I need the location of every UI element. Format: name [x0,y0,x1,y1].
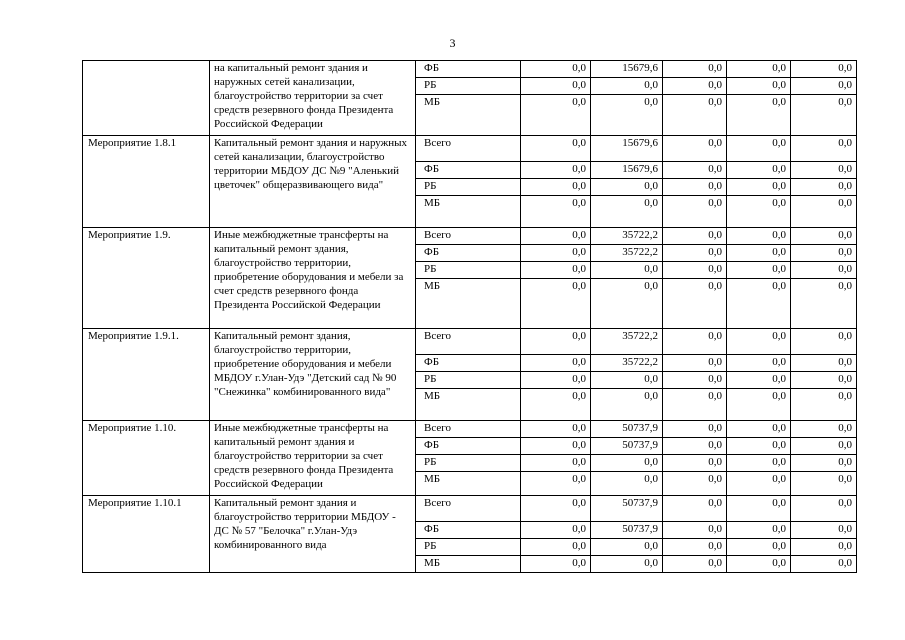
description-cell: на капитальный ремонт здания и наружных сетей канализации, благоустройство территории за счет средств резервного фонда Президента Российской Федерации [210,61,416,136]
amount-cell: 0,0 [521,556,591,573]
event-cell: Мероприятие 1.9.1. [83,329,210,421]
amount-cell: 0,0 [521,329,591,355]
description-cell: Капитальный ремонт здания и наружных сетей канализации, благоустройство территории МБДОУ ДС №9 "Аленький цветочек" общеразвивающего вида" [210,136,416,228]
description-cell: Иные межбюджетные трансферты на капитальный ремонт здания и благоустройство территории за счет средств резервного фонда Президента Российской Федерации [210,421,416,496]
amount-cell: 0,0 [727,472,791,496]
amount-cell: 0,0 [727,496,791,522]
amount-cell: 0,0 [663,522,727,539]
funding-source-cell: ФБ [416,522,521,539]
amount-cell: 0,0 [791,455,857,472]
amount-cell: 0,0 [521,472,591,496]
amount-cell: 0,0 [727,136,791,162]
amount-cell: 0,0 [791,196,857,228]
amount-cell: 35722,2 [591,329,663,355]
budget-table [82,60,857,573]
amount-cell: 0,0 [663,61,727,78]
amount-cell: 0,0 [521,136,591,162]
amount-cell: 0,0 [591,472,663,496]
description-cell: Капитальный ремонт здания, благоустройство территории, приобретение оборудования и мебели МБДОУ г.Улан-Удэ "Детский сад № 90 "Снежинка" комбинированного вида" [210,329,416,421]
table-row [83,136,857,162]
amount-cell: 0,0 [727,539,791,556]
amount-cell: 0,0 [727,95,791,136]
amount-cell: 0,0 [591,556,663,573]
event-cell: Мероприятие 1.8.1 [83,136,210,228]
amount-cell: 35722,2 [591,245,663,262]
amount-cell: 35722,2 [591,355,663,372]
amount-cell: 0,0 [791,389,857,421]
amount-cell: 0,0 [727,522,791,539]
funding-source-cell: МБ [416,472,521,496]
funding-source-cell: МБ [416,389,521,421]
funding-source-cell: ФБ [416,162,521,179]
amount-cell: 0,0 [791,136,857,162]
amount-cell: 0,0 [663,196,727,228]
amount-cell: 0,0 [521,389,591,421]
amount-cell: 0,0 [521,496,591,522]
event-cell [83,61,210,136]
description-cell: Иные межбюджетные трансферты на капитальный ремонт здания, благоустройство территории, приобретение оборудования и мебели за счет средств резервного фонда Президента Российской Федерации [210,228,416,329]
amount-cell: 0,0 [521,179,591,196]
amount-cell: 0,0 [591,539,663,556]
amount-cell: 0,0 [521,162,591,179]
page-number: 3 [449,36,456,50]
funding-source-cell: Всего [416,228,521,245]
amount-cell: 0,0 [591,455,663,472]
amount-cell: 0,0 [791,496,857,522]
amount-cell: 15679,6 [591,136,663,162]
amount-cell: 0,0 [727,279,791,329]
amount-cell: 50737,9 [591,496,663,522]
amount-cell: 0,0 [663,245,727,262]
funding-source-cell: РБ [416,179,521,196]
amount-cell: 0,0 [663,179,727,196]
amount-cell: 0,0 [521,438,591,455]
event-cell: Мероприятие 1.10. [83,421,210,496]
amount-cell: 0,0 [791,95,857,136]
amount-cell: 0,0 [791,355,857,372]
amount-cell: 0,0 [663,355,727,372]
amount-cell: 0,0 [791,245,857,262]
amount-cell: 0,0 [521,372,591,389]
funding-source-cell: ФБ [416,245,521,262]
funding-source-cell: МБ [416,95,521,136]
amount-cell: 0,0 [591,262,663,279]
amount-cell: 0,0 [663,95,727,136]
amount-cell: 0,0 [663,136,727,162]
amount-cell: 0,0 [727,78,791,95]
amount-cell: 0,0 [727,389,791,421]
table-row [83,329,857,355]
table-body [83,61,857,573]
amount-cell: 0,0 [727,355,791,372]
amount-cell: 0,0 [791,372,857,389]
amount-cell: 0,0 [591,196,663,228]
amount-cell: 0,0 [591,78,663,95]
amount-cell: 15679,6 [591,61,663,78]
amount-cell: 0,0 [663,438,727,455]
funding-source-cell: РБ [416,78,521,95]
funding-source-cell: МБ [416,556,521,573]
description-cell: Капитальный ремонт здания и благоустройство территории МБДОУ - ДС № 57 "Белочка" г.Улан-Удэ комбинированного вида [210,496,416,573]
amount-cell: 0,0 [727,179,791,196]
amount-cell: 0,0 [663,472,727,496]
amount-cell: 50737,9 [591,438,663,455]
funding-source-cell: МБ [416,196,521,228]
amount-cell: 0,0 [521,228,591,245]
funding-source-cell: РБ [416,455,521,472]
funding-source-cell: ФБ [416,438,521,455]
amount-cell: 0,0 [791,556,857,573]
amount-cell: 0,0 [521,455,591,472]
amount-cell: 0,0 [727,262,791,279]
amount-cell: 0,0 [521,196,591,228]
amount-cell: 0,0 [663,279,727,329]
funding-source-cell: РБ [416,262,521,279]
amount-cell: 15679,6 [591,162,663,179]
amount-cell: 0,0 [727,61,791,78]
amount-cell: 0,0 [521,421,591,438]
amount-cell: 0,0 [591,279,663,329]
amount-cell: 0,0 [791,472,857,496]
amount-cell: 0,0 [663,421,727,438]
amount-cell: 0,0 [521,78,591,95]
amount-cell: 0,0 [791,539,857,556]
event-cell: Мероприятие 1.10.1 [83,496,210,573]
amount-cell: 0,0 [791,262,857,279]
funding-source-cell: ФБ [416,61,521,78]
amount-cell: 0,0 [591,389,663,421]
amount-cell: 0,0 [663,372,727,389]
amount-cell: 0,0 [791,61,857,78]
amount-cell: 0,0 [521,355,591,372]
amount-cell: 0,0 [727,372,791,389]
amount-cell: 0,0 [791,438,857,455]
funding-source-cell: Всего [416,329,521,355]
amount-cell: 0,0 [727,162,791,179]
amount-cell: 0,0 [791,279,857,329]
table-row [83,228,857,245]
amount-cell: 0,0 [521,245,591,262]
amount-cell: 0,0 [591,95,663,136]
amount-cell: 50737,9 [591,522,663,539]
amount-cell: 0,0 [727,196,791,228]
amount-cell: 0,0 [727,329,791,355]
amount-cell: 0,0 [663,329,727,355]
amount-cell: 0,0 [663,162,727,179]
funding-source-cell: РБ [416,372,521,389]
amount-cell: 0,0 [727,421,791,438]
amount-cell: 0,0 [727,455,791,472]
amount-cell: 50737,9 [591,421,663,438]
table-row [83,496,857,522]
amount-cell: 0,0 [663,556,727,573]
amount-cell: 0,0 [521,262,591,279]
amount-cell: 0,0 [791,78,857,95]
table-row [83,421,857,438]
funding-source-cell: ФБ [416,355,521,372]
amount-cell: 0,0 [521,522,591,539]
amount-cell: 0,0 [727,556,791,573]
amount-cell: 0,0 [791,179,857,196]
amount-cell: 0,0 [521,279,591,329]
amount-cell: 0,0 [727,228,791,245]
amount-cell: 0,0 [727,245,791,262]
amount-cell: 0,0 [663,455,727,472]
amount-cell: 0,0 [663,389,727,421]
amount-cell: 0,0 [663,78,727,95]
amount-cell: 0,0 [663,539,727,556]
amount-cell: 0,0 [591,372,663,389]
amount-cell: 0,0 [791,522,857,539]
event-cell: Мероприятие 1.9. [83,228,210,329]
amount-cell: 0,0 [663,228,727,245]
amount-cell: 0,0 [591,179,663,196]
funding-source-cell: РБ [416,539,521,556]
funding-source-cell: МБ [416,279,521,329]
amount-cell: 0,0 [791,421,857,438]
amount-cell: 0,0 [727,438,791,455]
amount-cell: 0,0 [521,61,591,78]
funding-source-cell: Всего [416,421,521,438]
amount-cell: 0,0 [663,496,727,522]
amount-cell: 0,0 [791,228,857,245]
amount-cell: 0,0 [791,329,857,355]
amount-cell: 0,0 [521,539,591,556]
amount-cell: 0,0 [521,95,591,136]
funding-source-cell: Всего [416,136,521,162]
amount-cell: 0,0 [663,262,727,279]
table-row [83,61,857,78]
amount-cell: 0,0 [791,162,857,179]
funding-source-cell: Всего [416,496,521,522]
amount-cell: 35722,2 [591,228,663,245]
